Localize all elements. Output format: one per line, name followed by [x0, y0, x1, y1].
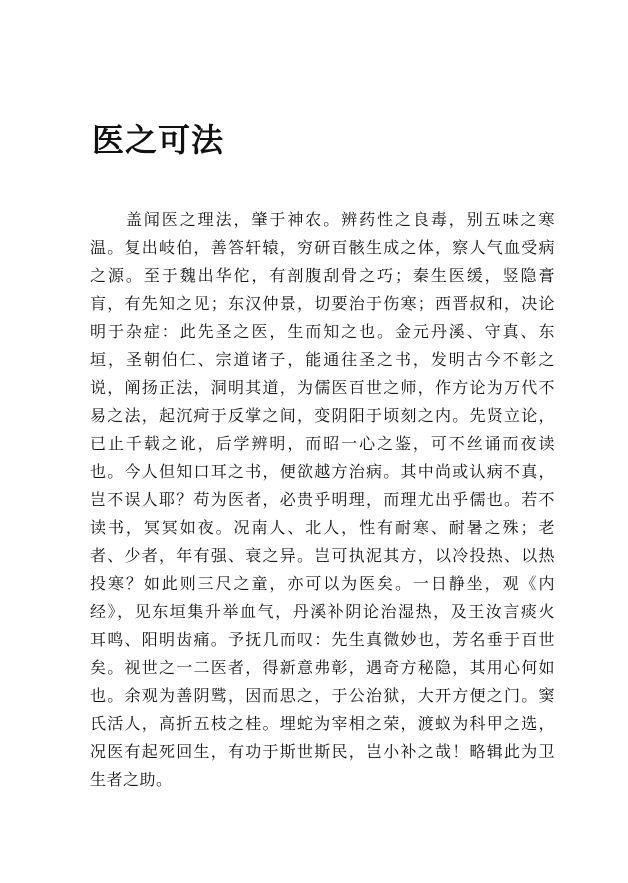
text-line: 生者之助。: [90, 770, 173, 789]
text-line: 也。余观为善阴骘，因而思之，于公治狱，大开方便之门。窦: [90, 686, 555, 705]
text-line: 岂不误人耶？苟为医者，必贵乎明理，而理尤出乎儒也。若不: [90, 490, 555, 509]
text-line: 耳鸣、阳明齿痛。予抚几而叹：先生真微妙也，芳名垂于百世: [90, 630, 555, 649]
text-line: 说，阐扬正法，洞明其道，为儒医百世之师，作方论为万代不: [90, 378, 555, 397]
text-line: 投寒？如此则三尺之童，亦可以为医矣。一日静坐，观《内: [90, 574, 555, 593]
page-title: 医之可法: [92, 121, 225, 159]
text-line: 已止千载之讹，后学辨明，而昭一心之鉴，可不丝诵而夜读: [90, 434, 555, 453]
text-line: 盖闻医之理法，肇于神农。辨药性之良毒，别五味之寒: [90, 210, 555, 229]
body-paragraph: [90, 206, 555, 794]
text-line: 读书，冥冥如夜。况南人、北人，性有耐寒、耐暑之殊；老: [90, 518, 555, 537]
text-line: 也。今人但知口耳之书，便欲越方治病。其中尚或认病不真，: [90, 462, 555, 481]
text-line: 矣。视世之一二医者，得新意弗彰，遇奇方秘隐，其用心何如: [90, 658, 555, 677]
text-line: 之源。至于魏出华佗，有剖腹刮骨之巧；秦生医缓，竖隐膏: [90, 266, 555, 285]
text-line: 氏活人，高折五枝之桂。埋蛇为宰相之荣，渡蚁为科甲之选，: [90, 714, 555, 733]
text-line: 者、少者，年有强、衰之异。岂可执泥其方，以冷投热、以热: [90, 546, 555, 565]
text-line: 垣，圣朝伯仁、宗道诸子，能通往圣之书，发明古今不彰之: [90, 350, 555, 369]
text-line: 温。复出岐伯，善答轩辕，穷研百骸生成之体，察人气血受病: [90, 238, 555, 257]
text-line: 肓，有先知之见；东汉仲景，切要治于伤寒；西晋叔和，决论: [90, 294, 555, 313]
text-line: 易之法，起沉疴于反掌之间，变阴阳于顷刻之内。先贤立论，: [90, 406, 555, 425]
text-line: 明于杂症：此先圣之医，生而知之也。金元丹溪、守真、东: [90, 322, 555, 341]
text-line: 况医有起死回生，有功于斯世斯民，岂小补之哉！略辑此为卫: [90, 742, 555, 761]
text-line: 经》，见东垣集升举血气，丹溪补阴论治湿热，及王汝言痰火: [90, 602, 555, 621]
